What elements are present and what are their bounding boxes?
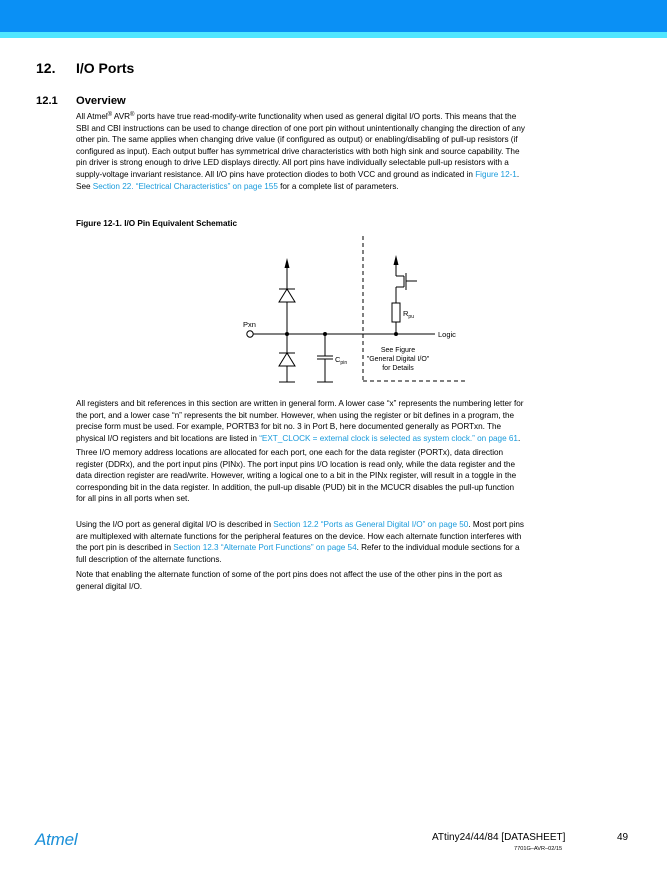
vcc-arrow-icon: [394, 255, 399, 265]
text-line: corresponding bit in the data register. In addition, the pull-up disable (PUD) bit in the MCUCR disables the pull-up function: [76, 482, 515, 492]
text-line: register (DDRx), and the port input pins (PINx). The port input pins I/O location is read only, while the data register and the: [76, 459, 516, 469]
header-accent-strip: [0, 32, 667, 38]
subsection-heading: [36, 95, 126, 107]
text-line: full description of the alternate functions.: [76, 554, 222, 564]
text: .: [516, 169, 520, 179]
electrical-characteristics-link[interactable]: Section 22. “Electrical Characteristics” on page 155: [92, 181, 278, 191]
registered-mark: ®: [130, 112, 135, 118]
lower-diode-icon: [279, 353, 295, 366]
paragraph-alternate-note: [76, 569, 634, 592]
text-line: All registers and bit references in this section are written in general form. A lower case “x” represents the numbering letter for: [76, 399, 524, 408]
capacitor-icon: [317, 334, 333, 382]
text-line: other pin. The same applies when changing drive value (if configured as output) or enabling/disabling of pull-up resistors (if: [76, 135, 518, 145]
section-heading: [36, 60, 134, 76]
text-line: data direction register are read/write. However, writing a logical one to a bit in the PINx register, will result in a toggle in the: [76, 471, 517, 481]
section-title: I/O Ports: [76, 60, 135, 76]
alternate-port-functions-link[interactable]: Section 12.3 “Alternate Port Functions” on page 54: [173, 543, 357, 553]
cap-label: $C_{pin}$: [335, 355, 348, 366]
text-line: SBI and CBI instructions can be used to change direction of one port pin without unintentionally changing the direction of any: [76, 123, 525, 133]
note-line-3: for Details: [382, 365, 414, 372]
pullup-transistor-icon: [396, 262, 417, 290]
paragraph-overview: [76, 111, 634, 192]
text: .: [517, 433, 521, 443]
text-line: configured as input). Each output buffer has symmetrical drive characteristics with both high sink and source capability. The: [76, 146, 520, 156]
text: supply-voltage invariant resistance. All I/O pins have protection diodes to both VCC and ground as indicated in: [76, 169, 476, 179]
pin-terminal-icon: [247, 331, 253, 337]
text-line: pin driver is strong enough to drive LED displays directly. All port pins have individually selectable pull-up resistors with a: [76, 158, 509, 168]
text-line: Three I/O memory address locations are allocated for each port, one each for the data register (PORTx), data direction: [76, 448, 504, 457]
subsection-title: Overview: [76, 95, 126, 107]
pin-label: Pxn: [243, 320, 256, 329]
text-line: Note that enabling the alternate function of some of the port pins does not affect the use of the other pins in the port as: [76, 570, 503, 579]
vcc-arrow-icon: [285, 258, 290, 268]
atmel-logo: Atmel: [35, 830, 78, 849]
section-number: 12.: [36, 60, 56, 76]
text: physical I/O registers and bit locations are listed in: [76, 433, 260, 443]
figure-caption: Figure 12-1. I/O Pin Equivalent Schematic: [76, 219, 238, 228]
paragraph-memory-locations: [76, 447, 634, 505]
text-line: precise form must be used. For example, PORTB3 for bit no. 3 in Port B, here documented generally as PORTxn. The: [76, 422, 502, 432]
text: the port pin is described in: [76, 543, 174, 553]
header-bar: [0, 0, 667, 32]
text-line: the port, and a lower case “n” represents the bit number. However, when using the register or bit defines in a program, the: [76, 410, 515, 420]
figure-12-1-link[interactable]: Figure 12-1: [475, 169, 517, 179]
doc-title: ATtiny24/44/84 [DATASHEET]: [432, 832, 566, 843]
paragraph-general-io: [76, 519, 634, 565]
upper-diode-icon: [279, 289, 295, 302]
registered-mark: ®: [107, 112, 113, 118]
ports-general-io-link[interactable]: Section 12.2 “Ports as General Digital I/O” on page 50: [273, 520, 469, 529]
res-label: $R_{pu}$: [403, 309, 414, 320]
paragraph-register-notation: [76, 398, 634, 444]
text: . Refer to the individual module sections for a: [356, 543, 520, 553]
logic-label: Logic: [438, 330, 456, 339]
ext-clock-link[interactable]: “EXT_CLOCK = external clock is selected as system clock.” on page 61: [259, 433, 518, 443]
doc-code: 7701G–AVR–02/15: [514, 846, 563, 852]
text-line: for all pins in all ports when set.: [76, 494, 190, 504]
subsection-number: 12.1: [36, 95, 58, 107]
text-line: are multiplexed with alternate functions for the peripheral features on the device. How each alternate function interferes with: [76, 531, 522, 541]
text-line: general digital I/O.: [76, 581, 143, 591]
text: AVR: [112, 112, 131, 121]
text: See: [76, 181, 93, 191]
text: . Most port pins: [468, 520, 524, 529]
text: for a complete list of parameters.: [277, 181, 399, 191]
note-line-1: See Figure: [380, 347, 416, 354]
note-line-2: "General Digital I/O": [366, 356, 430, 363]
text: ports have true read-modify-write functionality when used as general digital I/O ports. This means that the: [134, 112, 517, 121]
text: Using the I/O port as general digital I/O is described in: [76, 520, 274, 529]
resistor-icon: [392, 303, 400, 322]
page-number: 49: [617, 832, 629, 843]
text: All Atmel: [76, 112, 108, 121]
